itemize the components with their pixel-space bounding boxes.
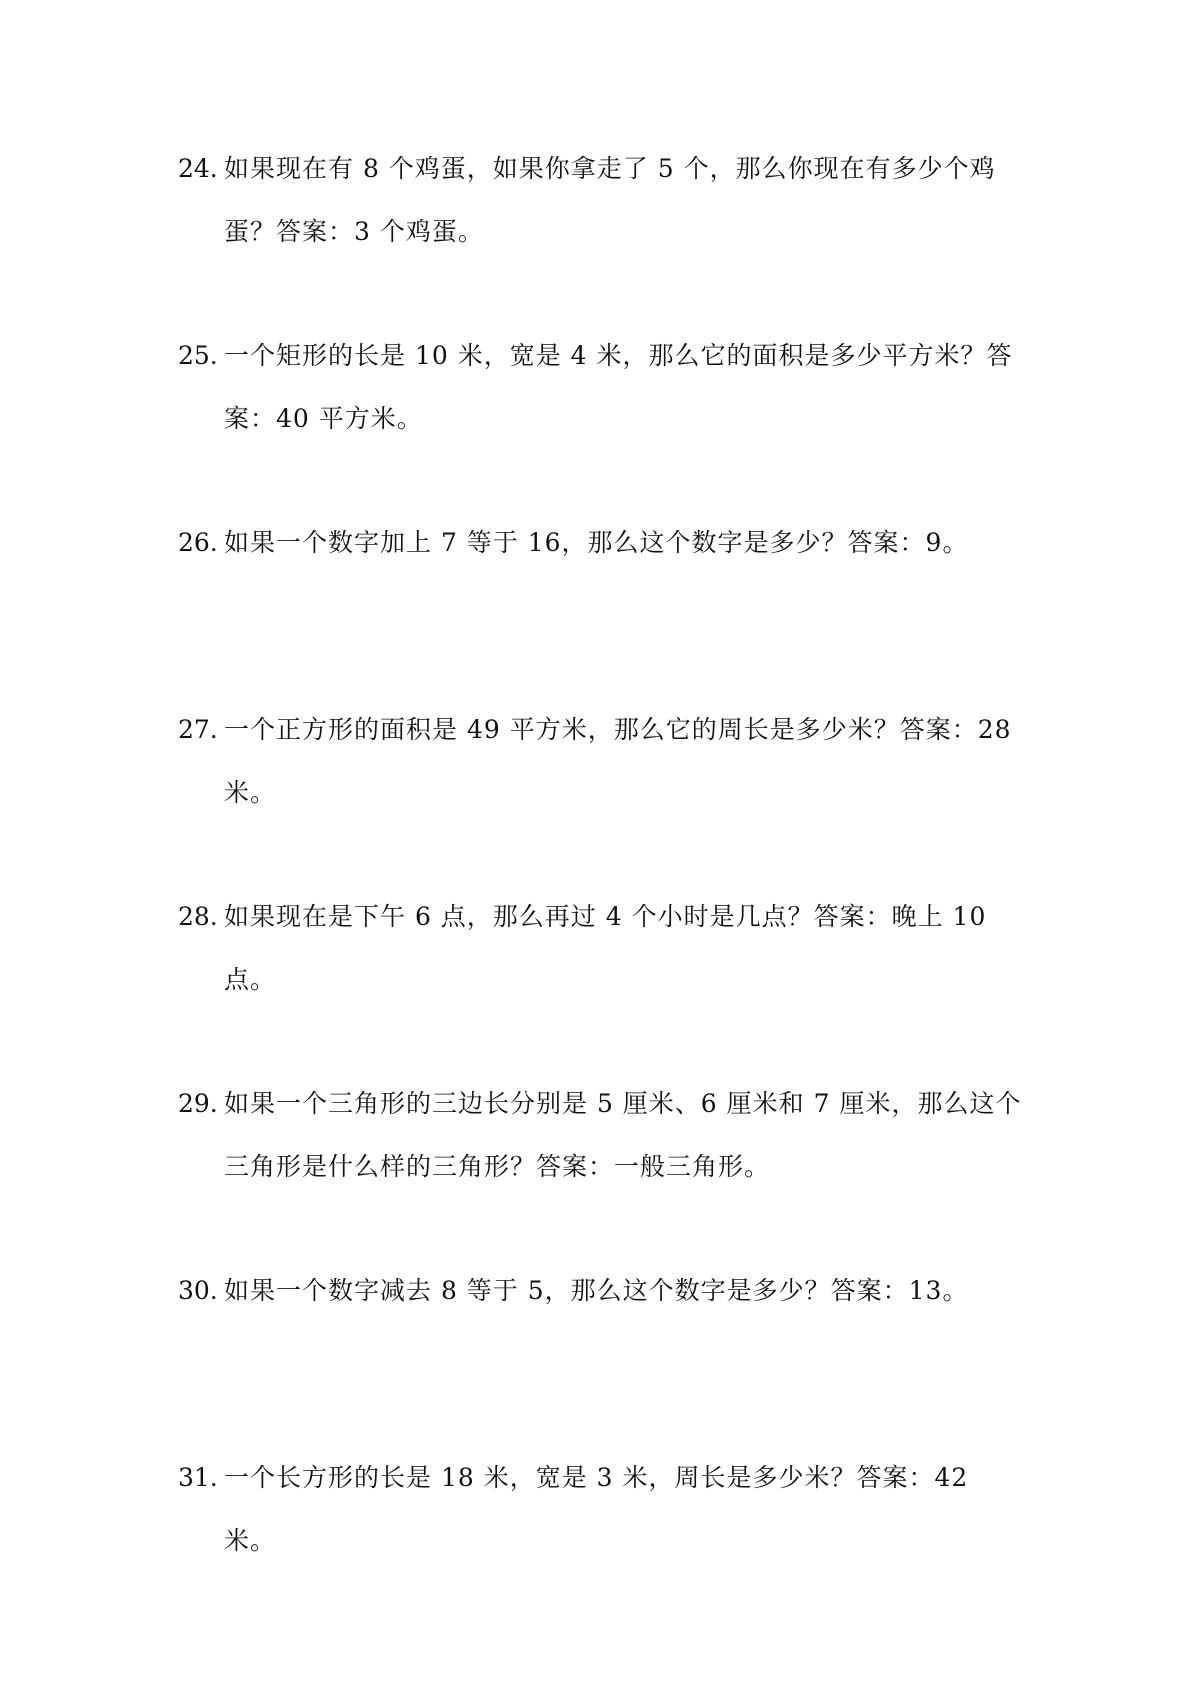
question-24 [178, 137, 1028, 263]
question-number: 25. [178, 341, 218, 370]
question-29 [178, 1072, 1028, 1198]
question-number: 27. [178, 715, 218, 744]
question-text: 如果一个数字加上 7 等于 16，那么这个数字是多少？答案：9。 [224, 528, 969, 557]
question-number: 26. [178, 528, 218, 557]
question-text: 如果一个三角形的三边长分别是 5 厘米、6 厘米和 7 厘米，那么这个三角形是什么样的三角形？答案：一般三角形。 [224, 1089, 1022, 1181]
question-27 [178, 698, 1028, 824]
question-31 [178, 1446, 1028, 1572]
question-25 [178, 324, 1028, 450]
question-number: 31. [178, 1463, 218, 1492]
question-number: 30. [178, 1276, 218, 1305]
question-text: 如果一个数字减去 8 等于 5，那么这个数字是多少？答案：13。 [224, 1276, 969, 1305]
question-text: 如果现在是下午 6 点，那么再过 4 个小时是几点？答案：晚上 10 点。 [224, 902, 987, 994]
question-number: 24. [178, 154, 218, 183]
question-text: 如果现在有 8 个鸡蛋，如果你拿走了 5 个，那么你现在有多少个鸡蛋？答案：3 个鸡蛋。 [224, 154, 996, 246]
question-text: 一个长方形的长是 18 米，宽是 3 米，周长是多少米？答案：42 米。 [224, 1463, 969, 1555]
question-number: 28. [178, 902, 218, 931]
question-26 [178, 511, 1028, 574]
question-text: 一个正方形的面积是 49 平方米，那么它的周长是多少米？答案：28 米。 [224, 715, 1012, 807]
question-28 [178, 885, 1028, 1011]
question-number: 29. [178, 1089, 218, 1118]
question-30 [178, 1259, 1028, 1322]
question-text: 一个矩形的长是 10 米，宽是 4 米，那么它的面积是多少平方米？答案：40 平方米。 [224, 341, 1013, 433]
